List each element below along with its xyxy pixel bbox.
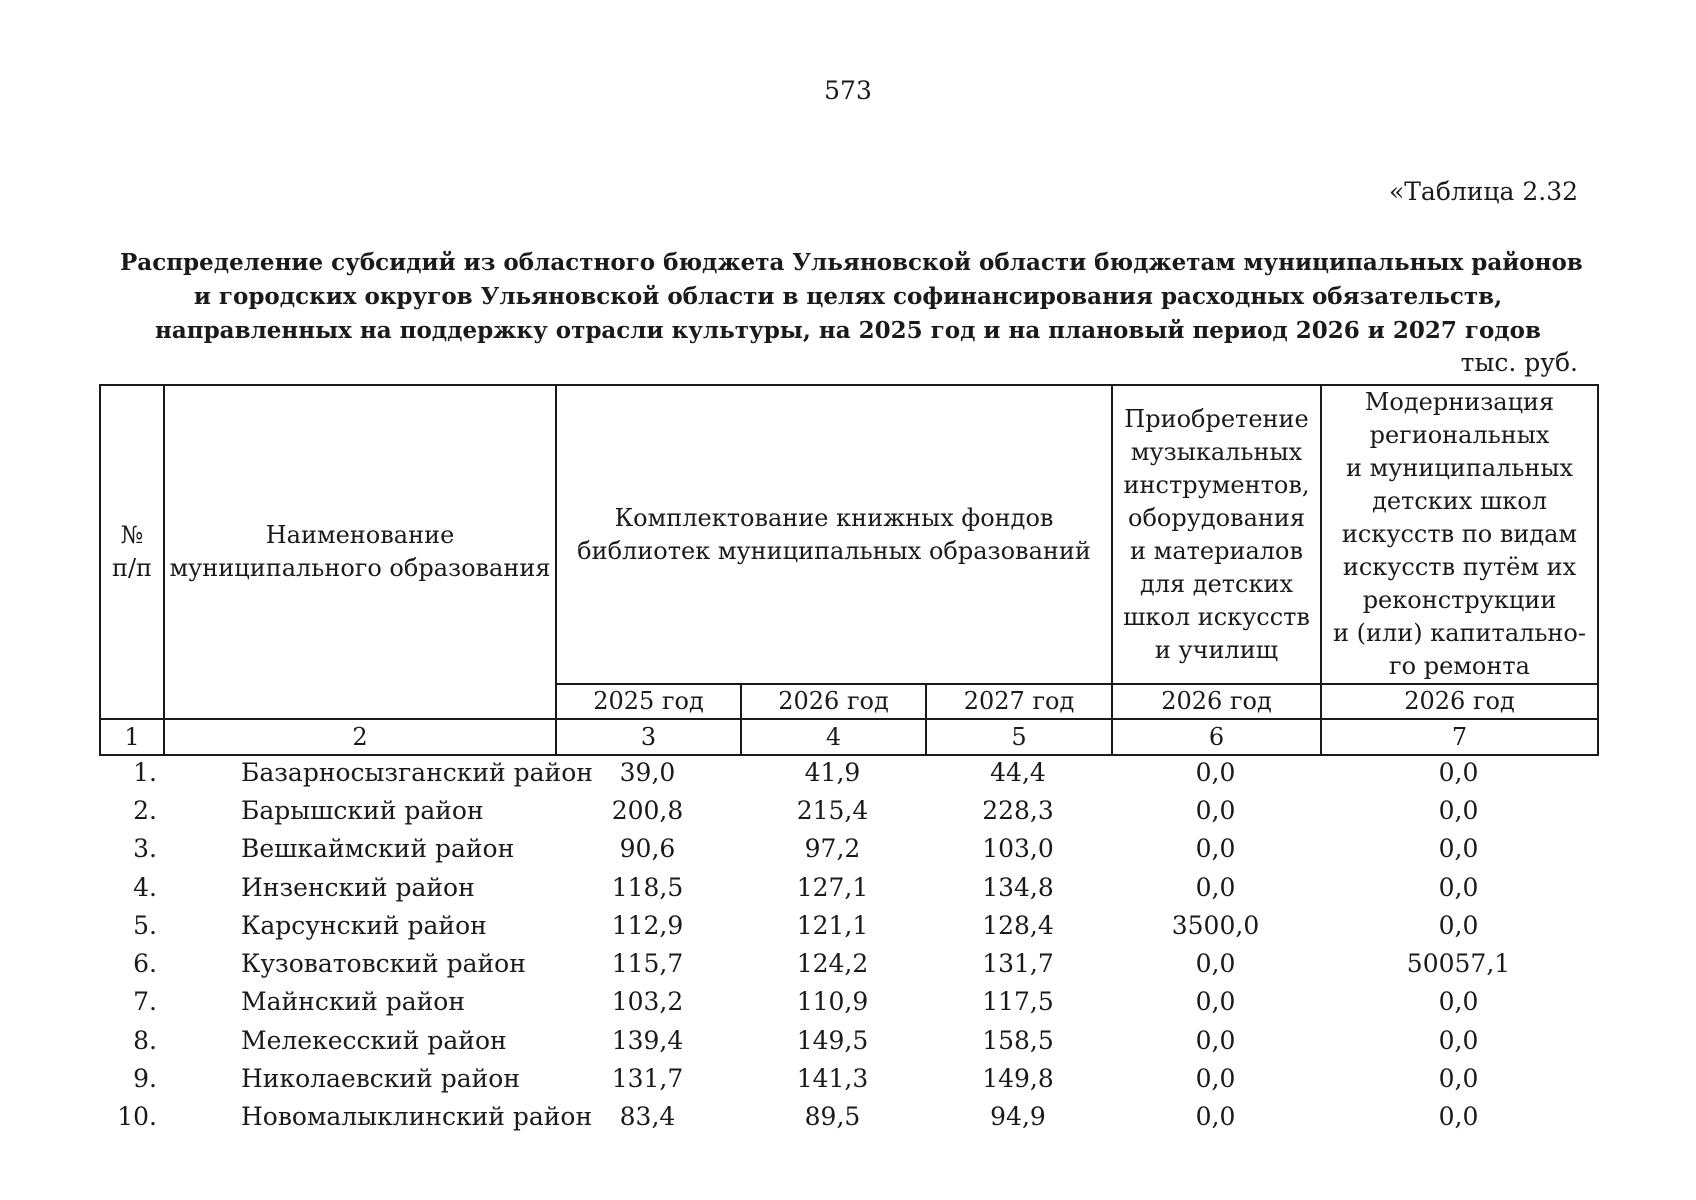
value-books-2026: 97,2: [804, 834, 861, 864]
value-modernization-2026: 0,0: [1438, 987, 1479, 1017]
row-index: 7.: [133, 987, 157, 1017]
column-number: 6: [1112, 719, 1321, 755]
value-books-2025: 139,4: [611, 1025, 684, 1055]
value-books-2025: 103,2: [611, 987, 684, 1017]
table-header: [99, 384, 1599, 756]
value-books-2027: 134,8: [982, 872, 1054, 902]
value-books-2027: 44,4: [990, 757, 1046, 787]
value-books-2026: 127,1: [796, 872, 869, 902]
value-books-2027: 158,5: [982, 1025, 1054, 1055]
value-modernization-2026: 0,0: [1438, 757, 1479, 787]
value-instruments-2026: 0,0: [1195, 987, 1236, 1017]
header-year: 2026 год: [1112, 684, 1321, 719]
municipality-name: Инзенский район: [241, 872, 475, 902]
table-row: [99, 868, 1597, 906]
value-books-2027: 149,8: [982, 1064, 1054, 1094]
header-musical-instruments: Приобретение музыкальных инструментов, оборудования и материалов для детских школ искусств и училищ: [1112, 385, 1321, 684]
value-instruments-2026: 3500,0: [1171, 910, 1260, 940]
value-instruments-2026: 0,0: [1195, 795, 1236, 825]
value-books-2025: 118,5: [611, 872, 684, 902]
header-municipality-name: Наименование муниципального образования: [164, 385, 556, 719]
table-reference: «Таблица 2.32: [1388, 177, 1578, 206]
title-line: и городских округов Ульяновской области в целях софинансирования расходных обязательств,: [193, 283, 1503, 310]
municipality-name: Николаевский район: [241, 1064, 520, 1094]
table-row: [99, 906, 1597, 944]
value-modernization-2026: 0,0: [1438, 1025, 1479, 1055]
value-books-2027: 228,3: [982, 795, 1054, 825]
table-row: [99, 983, 1597, 1021]
title-line: направленных на поддержку отрасли культуры, на 2025 год и на плановый период 2026 и 2027 годов: [155, 317, 1541, 344]
table-row: [99, 753, 1597, 791]
row-index: 9.: [133, 1064, 157, 1094]
municipality-name: Кузоватовский район: [241, 949, 526, 979]
header-modernization: Модернизация региональных и муниципальных детских школ искусств по видам искусств путём их реконструкции и (или) капитально- го ремонта: [1321, 385, 1598, 684]
value-instruments-2026: 0,0: [1195, 757, 1236, 787]
municipality-name: Вешкаймский район: [241, 834, 515, 864]
value-books-2026: 215,4: [796, 795, 869, 825]
value-books-2027: 131,7: [982, 949, 1054, 979]
value-books-2026: 89,5: [804, 1102, 861, 1132]
value-books-2025: 39,0: [619, 757, 676, 787]
title-line: Распределение субсидий из областного бюджета Ульяновской области бюджетам муниципальных районов: [120, 249, 1583, 276]
row-index: 8.: [133, 1025, 157, 1055]
row-index: 4.: [133, 872, 157, 902]
value-books-2025: 131,7: [611, 1064, 684, 1094]
value-books-2026: 110,9: [796, 987, 869, 1017]
value-instruments-2026: 0,0: [1195, 834, 1236, 864]
row-index: 3.: [133, 834, 157, 864]
value-books-2025: 115,7: [611, 949, 684, 979]
document-title: [120, 246, 1583, 348]
value-instruments-2026: 0,0: [1195, 1102, 1236, 1132]
value-modernization-2026: 0,0: [1438, 834, 1479, 864]
header-year: 2025 год: [556, 684, 741, 719]
municipality-name: Барышский район: [241, 795, 484, 825]
value-instruments-2026: 0,0: [1195, 872, 1236, 902]
value-modernization-2026: 0,0: [1438, 1102, 1479, 1132]
column-number: 5: [926, 719, 1112, 755]
value-books-2027: 94,9: [990, 1102, 1046, 1132]
value-books-2026: 124,2: [796, 949, 869, 979]
table-row: [99, 1059, 1597, 1097]
value-books-2026: 141,3: [796, 1064, 869, 1094]
value-modernization-2026: 0,0: [1438, 872, 1479, 902]
value-modernization-2026: 0,0: [1438, 1064, 1479, 1094]
column-number: 7: [1321, 719, 1598, 755]
value-instruments-2026: 0,0: [1195, 1064, 1236, 1094]
column-number: 3: [556, 719, 741, 755]
municipality-name: Карсунский район: [241, 910, 487, 940]
table-row: [99, 830, 1597, 868]
header-book-funds: Комплектование книжных фондов библиотек муниципальных образований: [556, 385, 1112, 684]
value-books-2027: 117,5: [982, 987, 1054, 1017]
header-number: № п/п: [100, 385, 164, 719]
municipality-name: Новомалыклинский район: [241, 1102, 593, 1132]
row-index: 5.: [133, 910, 157, 940]
value-books-2026: 121,1: [796, 910, 869, 940]
value-books-2027: 103,0: [982, 834, 1054, 864]
row-index: 2.: [133, 795, 157, 825]
table-row: [99, 944, 1597, 982]
column-number: 2: [164, 719, 556, 755]
page-number: 573: [824, 76, 872, 105]
table-row: [99, 1098, 1597, 1136]
value-books-2026: 41,9: [804, 757, 861, 787]
row-index: 1.: [133, 757, 157, 787]
value-modernization-2026: 0,0: [1438, 910, 1479, 940]
value-books-2025: 200,8: [611, 795, 684, 825]
table-row: [99, 791, 1597, 829]
value-modernization-2026: 0,0: [1438, 795, 1479, 825]
units-label: тыс. руб.: [1460, 348, 1578, 377]
value-instruments-2026: 0,0: [1195, 1025, 1236, 1055]
header-year: 2026 год: [741, 684, 926, 719]
table-row: [99, 1021, 1597, 1059]
municipality-name: Мелекесский район: [241, 1025, 507, 1055]
value-instruments-2026: 0,0: [1195, 949, 1236, 979]
value-books-2026: 149,5: [796, 1025, 869, 1055]
value-modernization-2026: 50057,1: [1406, 949, 1511, 979]
row-index: 10.: [117, 1102, 157, 1132]
value-books-2025: 83,4: [619, 1102, 676, 1132]
header-year: 2026 год: [1321, 684, 1598, 719]
data-table: [99, 753, 1597, 1136]
value-books-2025: 112,9: [611, 910, 684, 940]
column-number: 1: [100, 719, 164, 755]
header-year: 2027 год: [926, 684, 1112, 719]
row-index: 6.: [133, 949, 157, 979]
municipality-name: Базарносызганский район: [241, 757, 593, 787]
value-books-2027: 128,4: [982, 910, 1054, 940]
column-number: 4: [741, 719, 926, 755]
municipality-name: Майнский район: [241, 987, 466, 1017]
value-books-2025: 90,6: [619, 834, 676, 864]
